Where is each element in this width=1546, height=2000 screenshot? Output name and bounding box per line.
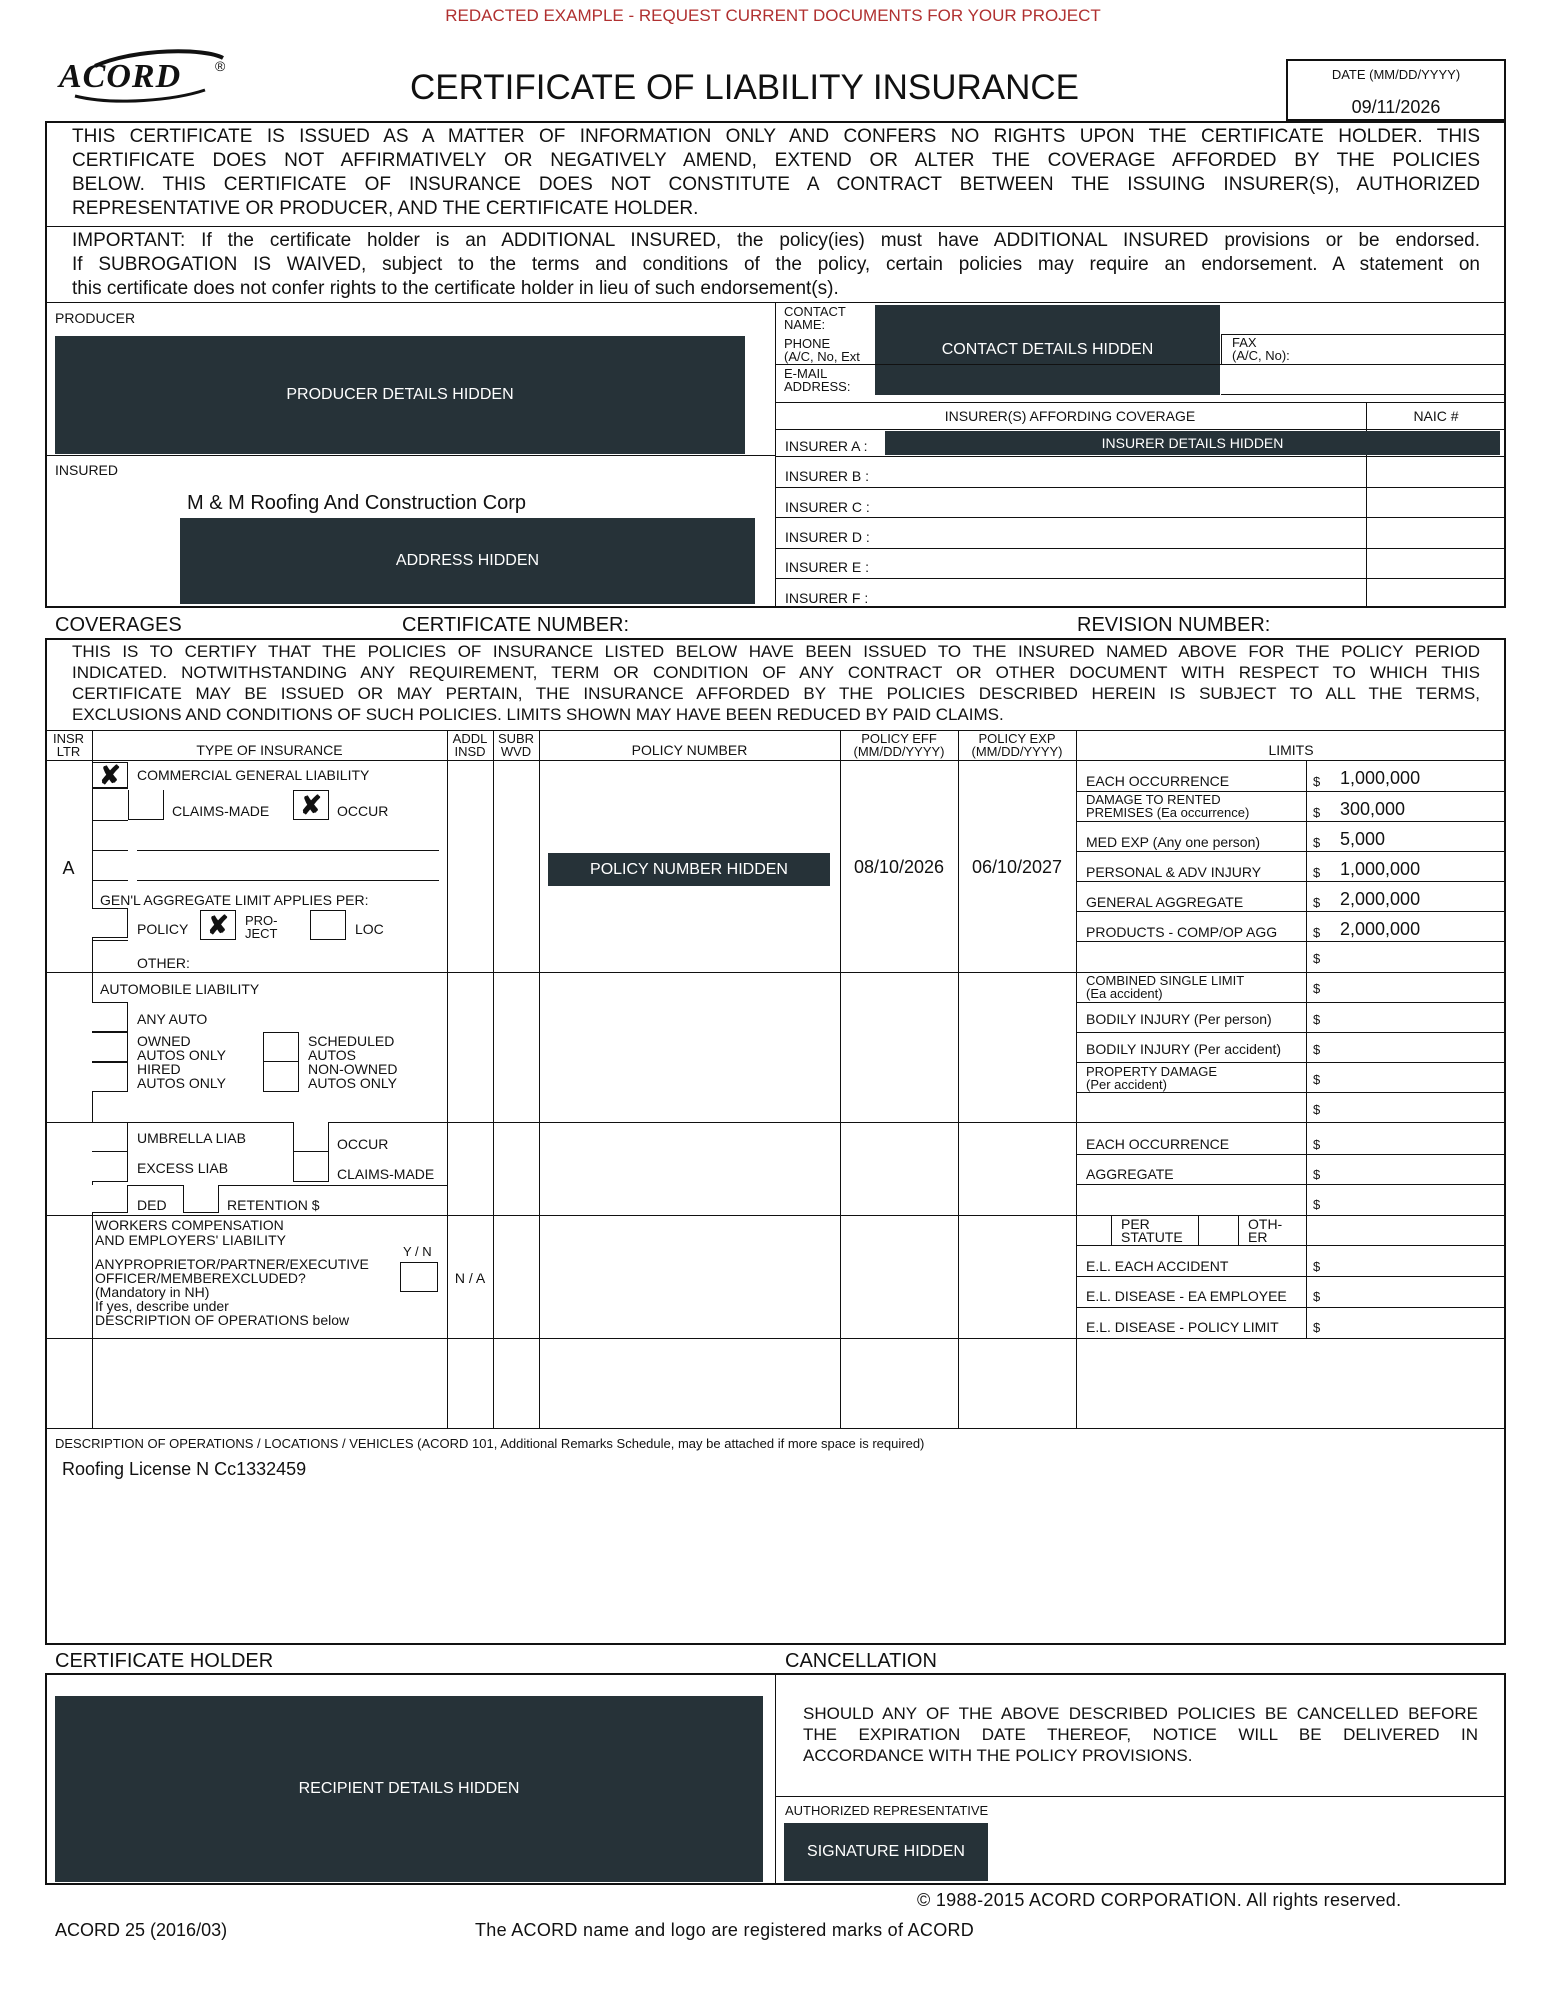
limit-currency: $ [1313, 1320, 1321, 1335]
loc-label: LOC [355, 921, 384, 937]
policy-exp-header [958, 732, 1076, 758]
divider [1076, 881, 1506, 882]
retention-checkbox[interactable] [183, 1185, 219, 1213]
contact-name-label [784, 305, 846, 331]
divider [775, 578, 1506, 579]
divider [775, 548, 1506, 549]
limit-label: E.L. DISEASE - EA EMPLOYEE [1086, 1288, 1287, 1304]
insurer-redacted: INSURER DETAILS HIDDEN [885, 431, 1500, 455]
limit-label: E.L. EACH ACCIDENT [1086, 1258, 1229, 1274]
divider [1076, 851, 1506, 852]
divider [775, 456, 1506, 457]
header-line: INSR [52, 731, 85, 746]
description-label: DESCRIPTION OF OPERATIONS / LOCATIONS / VEHICLES (ACORD 101, Additional Remarks Schedule, may be attached if more space is required) [55, 1436, 925, 1451]
header-line: INSD [454, 744, 486, 759]
divider [45, 760, 1506, 761]
limit-value: 5,000 [1340, 829, 1386, 849]
limit-label: E.L. DISEASE - POLICY LIMIT [1086, 1319, 1279, 1335]
col-divider [1076, 730, 1077, 1428]
col-divider [493, 730, 494, 1428]
producer-label: PRODUCER [55, 310, 136, 326]
workers-label-line: ANYPROPRIETOR/PARTNER/EXECUTIVE [95, 1256, 369, 1272]
disclaimer-line: CERTIFICATE DOES NOT AFFIRMATIVELY OR NEGATIVELY AMEND, EXTEND OR ALTER THE COVERAGE AFFORDED BY THE POLICIES [72, 150, 1480, 171]
divider [1076, 1002, 1506, 1003]
excess-label: EXCESS LIAB [137, 1160, 229, 1176]
authorized-rep-label: AUTHORIZED REPRESENTATIVE [785, 1803, 989, 1818]
limit-currency: $ [1313, 925, 1321, 940]
col-divider [447, 730, 448, 1428]
phone-label-line: (A/C, No, Ext [784, 349, 860, 364]
phone-label-line: PHONE [784, 336, 831, 351]
blank-line [137, 850, 439, 851]
nonowned-label-line: AUTOS ONLY [308, 1075, 397, 1091]
policy-label: POLICY [137, 921, 189, 937]
cancellation-line: ACCORDANCE WITH THE POLICY PROVISIONS. [803, 1746, 1193, 1765]
contact-redacted: CONTACT DETAILS HIDDEN [875, 305, 1220, 395]
scheduled-nonowned-labels [308, 1034, 397, 1090]
scheduled-label-line: SCHEDULED [308, 1033, 395, 1049]
date-value: 09/11/2026 [1351, 97, 1441, 117]
row-divider [45, 972, 1506, 973]
divider [1076, 1184, 1506, 1185]
important-text [72, 229, 1480, 301]
contact-name-label-line: CONTACT [784, 304, 846, 319]
certify-line: INDICATED. NOTWITHSTANDING ANY REQUIREMENT, TERM OR CONDITION OF ANY CONTRACT OR OTHER DOCUMENT WITH RESPECT TO WHICH THIS [72, 663, 1480, 682]
auto-liability-label: AUTOMOBILE LIABILITY [100, 981, 260, 997]
row-divider [45, 1215, 1506, 1216]
signature-redacted: SIGNATURE HIDDEN [784, 1823, 988, 1881]
workers-label-line: If yes, describe under [95, 1298, 229, 1314]
divider [1198, 1215, 1199, 1245]
certify-text [72, 641, 1480, 725]
divider [1076, 1276, 1506, 1277]
umbrella-occur-label: OCCUR [337, 1136, 389, 1152]
divider [1076, 821, 1506, 822]
occur-checkbox[interactable]: ✘ [293, 790, 329, 820]
claims-made-label: CLAIMS-MADE [172, 803, 270, 819]
divider [775, 517, 1506, 518]
row-divider [45, 1428, 1506, 1429]
header-line: SUBR [497, 731, 535, 746]
fax-label-line: FAX [1232, 335, 1257, 350]
hired-label-line: HIRED [137, 1061, 181, 1077]
yn-label: Y / N [403, 1244, 432, 1259]
divider [1221, 334, 1222, 364]
limit-currency: $ [1313, 1102, 1321, 1117]
disclaimer-line: THIS CERTIFICATE IS ISSUED AS A MATTER OF INFORMATION ONLY AND CONFERS NO RIGHTS UPON THE CERTIFICATE HOLDER. THIS [72, 126, 1480, 147]
divider [92, 820, 128, 821]
limit-label-line: (Per accident) [1086, 1077, 1167, 1092]
important-line: this certificate does not confer rights to the certificate holder in lieu of such endorsement(s). [72, 278, 839, 299]
limit-value: 1,000,000 [1340, 768, 1421, 788]
disclaimer-line: REPRESENTATIVE OR PRODUCER, AND THE CERTIFICATE HOLDER. [72, 198, 699, 219]
retention-label: RETENTION $ [227, 1197, 320, 1213]
per-statute-line: STATUTE [1121, 1229, 1183, 1245]
limit-currency: $ [1313, 981, 1321, 996]
insurer-e-label: INSURER E : [785, 559, 870, 575]
fax-label [1232, 336, 1290, 362]
cancellation-line: THE EXPIRATION DATE THEREOF, NOTICE WILL BE DELIVERED IN [803, 1725, 1478, 1744]
gl-policy-exp: 06/10/2027 [971, 857, 1063, 877]
col-divider [958, 730, 959, 1428]
email-label-line: ADDRESS: [784, 379, 851, 394]
limit-value: 300,000 [1340, 799, 1406, 819]
header-line: (MM/DD/YYYY) [853, 744, 945, 759]
insured-name: M & M Roofing And Construction Corp [187, 492, 527, 514]
divider [775, 1673, 776, 1885]
workers-label-line: (Mandatory in NH) [95, 1284, 210, 1300]
important-line: IMPORTANT: If the certificate holder is an ADDITIONAL INSURED, the policy(ies) must have ADDITIONAL INSURED provisions or be endorsed. [72, 230, 1480, 251]
blank-line [137, 880, 439, 881]
owned-hired-labels [137, 1034, 226, 1090]
insr-ltr-header [45, 732, 92, 758]
trademark-notice: The ACORD name and logo are registered marks of ACORD [475, 1920, 975, 1940]
insured-label: INSURED [55, 462, 119, 478]
limit-label [1086, 1065, 1217, 1091]
hired-autos-checkbox[interactable] [92, 1062, 128, 1092]
phone-label [784, 337, 860, 363]
copyright: © 1988-2015 ACORD CORPORATION. All rights reserved. [917, 1890, 1402, 1910]
certificate-holder-label: CERTIFICATE HOLDER [55, 1650, 274, 1672]
header-line: (MM/DD/YYYY) [971, 744, 1063, 759]
divider [775, 487, 1506, 488]
workers-label-line: AND EMPLOYERS' LIABILITY [95, 1232, 286, 1248]
limit-label: PERSONAL & ADV INJURY [1086, 864, 1262, 880]
limits-header: LIMITS [1268, 742, 1314, 758]
officer-excluded-checkbox[interactable] [400, 1262, 438, 1292]
limit-label-line: DAMAGE TO RENTED [1086, 792, 1221, 807]
limit-label: EACH OCCURRENCE [1086, 1136, 1230, 1152]
contact-name-label-line: NAME: [784, 317, 826, 332]
date-label: DATE (MM/DD/YYYY) [1331, 67, 1461, 82]
document-title: CERTIFICATE OF LIABILITY INSURANCE [410, 68, 1080, 107]
non-owned-autos-checkbox[interactable] [263, 1062, 299, 1092]
limit-currency: $ [1313, 774, 1321, 789]
divider [775, 429, 1506, 430]
limit-value: 2,000,000 [1340, 919, 1421, 939]
limit-label-line: PROPERTY DAMAGE [1086, 1064, 1217, 1079]
header-line: POLICY EFF [861, 731, 937, 746]
certificate-number-label: CERTIFICATE NUMBER: [402, 614, 630, 636]
divider [45, 730, 1506, 731]
important-line: If SUBROGATION IS WAIVED, subject to the terms and conditions of the policy, certain policies may require an endorsement. A statement on [72, 254, 1480, 275]
limit-label: BODILY INJURY (Per accident) [1086, 1041, 1282, 1057]
divider [92, 1185, 447, 1186]
umbrella-label: UMBRELLA LIAB [137, 1130, 246, 1146]
header-line: LTR [56, 744, 81, 759]
limit-currency: $ [1313, 865, 1321, 880]
policy-number-header: POLICY NUMBER [631, 742, 748, 758]
limit-currency: $ [1313, 1137, 1321, 1152]
acord-logo-text: ACORD [59, 58, 182, 95]
header-line: POLICY EXP [978, 731, 1056, 746]
umbrella-claims-made-label: CLAIMS-MADE [337, 1166, 435, 1182]
producer-redacted: PRODUCER DETAILS HIDDEN [55, 336, 745, 454]
limit-currency: $ [1313, 1259, 1321, 1274]
policy-eff-header [840, 732, 958, 758]
limit-currency: $ [1313, 1167, 1321, 1182]
cancellation-text [803, 1703, 1478, 1766]
divider [45, 226, 1506, 227]
policy-number-redacted: POLICY NUMBER HIDDEN [548, 853, 830, 886]
redaction-banner: REDACTED EXAMPLE - REQUEST CURRENT DOCUMENTS FOR YOUR PROJECT [445, 6, 1101, 25]
divider [1076, 1092, 1506, 1093]
limit-currency: $ [1313, 1197, 1321, 1212]
ded-label: DED [137, 1197, 167, 1213]
fax-label-line: (A/C, No): [1232, 348, 1290, 363]
claims-made-checkbox[interactable] [128, 790, 164, 820]
limit-label: GENERAL AGGREGATE [1086, 894, 1244, 910]
certify-line: THIS IS TO CERTIFY THAT THE POLICIES OF INSURANCE LISTED BELOW HAVE BEEN ISSUED TO THE INSURED NAMED ABOVE FOR THE POLICY PERIOD [72, 642, 1480, 661]
limit-value: 2,000,000 [1340, 889, 1421, 909]
insurer-a-label: INSURER A : [785, 438, 868, 454]
description-text: Roofing License N Cc1332459 [62, 1459, 307, 1479]
divider [1238, 1215, 1239, 1245]
gl-blank-checkbox[interactable] [92, 908, 128, 938]
nonowned-label-line: NON-OWNED [308, 1061, 398, 1077]
divider [1076, 1154, 1506, 1155]
project-label [245, 914, 278, 940]
coverages-box [45, 638, 1506, 1645]
limit-currency: $ [1313, 1072, 1321, 1087]
oth-line: OTH- [1248, 1216, 1283, 1232]
na-label: N / A [454, 1270, 486, 1286]
acord-logo [55, 44, 235, 108]
email-label-line: E-MAIL [784, 366, 828, 381]
divider [92, 788, 128, 789]
divider [1111, 1215, 1112, 1245]
project-checkbox[interactable]: ✘ [200, 910, 236, 940]
workers-label-line: OFFICER/MEMBEREXCLUDED? [95, 1270, 306, 1286]
insurer-f-label: INSURER F : [785, 590, 869, 606]
email-label [784, 367, 850, 393]
loc-checkbox[interactable] [310, 910, 346, 940]
owned-autos-checkbox[interactable] [92, 1032, 128, 1062]
limit-label [1086, 793, 1249, 819]
workers-label-line: DESCRIPTION OF OPERATIONS below [95, 1312, 350, 1328]
limit-label: EACH OCCURRENCE [1086, 773, 1230, 789]
divider [1221, 334, 1506, 335]
col-divider [840, 730, 841, 1428]
divider [1076, 1307, 1506, 1308]
scheduled-label-line: AUTOS [308, 1047, 356, 1063]
divider [92, 940, 128, 941]
limit-currency: $ [1313, 835, 1321, 850]
divider [775, 364, 1506, 365]
subr-wvd-header [493, 732, 539, 758]
row-divider [45, 1122, 1506, 1123]
limit-label: BODILY INJURY (Per person) [1086, 1011, 1272, 1027]
naic-header: NAIC # [1413, 408, 1459, 424]
limit-label-line: COMBINED SINGLE LIMIT [1086, 973, 1245, 988]
per-statute-line: PER [1121, 1216, 1150, 1232]
insurer-d-label: INSURER D : [785, 529, 870, 545]
registered-mark: ® [215, 58, 226, 74]
limit-currency: $ [1313, 805, 1321, 820]
limit-currency: $ [1313, 1289, 1321, 1304]
any-auto-checkbox[interactable] [92, 1002, 128, 1032]
divider [775, 402, 1506, 403]
disclaimer-text [72, 125, 1480, 221]
limit-currency: $ [1313, 895, 1321, 910]
limit-label-line: (Ea accident) [1086, 986, 1163, 1001]
addl-insd-header [447, 732, 493, 758]
commercial-gl-checkbox[interactable]: ✘ [92, 762, 128, 788]
row-divider [45, 1338, 1506, 1339]
type-header: TYPE OF INSURANCE [196, 742, 343, 758]
divider [1076, 911, 1506, 912]
divider [92, 880, 128, 881]
hired-label-line: AUTOS ONLY [137, 1075, 226, 1091]
umbrella-claims-made-checkbox[interactable] [293, 1152, 329, 1182]
owned-label-line: AUTOS ONLY [137, 1047, 226, 1063]
revision-number-label: REVISION NUMBER: [1077, 614, 1271, 636]
limit-currency: $ [1313, 951, 1321, 966]
cancellation-line: SHOULD ANY OF THE ABOVE DESCRIBED POLICIES BE CANCELLED BEFORE [803, 1704, 1478, 1723]
insured-address-redacted: ADDRESS HIDDEN [180, 518, 755, 604]
workers-officer-label [95, 1257, 369, 1327]
limit-label: PRODUCTS - COMP/OP AGG [1086, 924, 1278, 940]
limit-label [1086, 974, 1244, 1000]
limit-label-line: PREMISES (Ea occurrence) [1086, 805, 1250, 820]
limit-currency: $ [1313, 1012, 1321, 1027]
divider [45, 455, 775, 456]
insurer-b-label: INSURER B : [785, 468, 870, 484]
limit-label: MED EXP (Any one person) [1086, 834, 1261, 850]
owned-label-line: OWNED [137, 1033, 191, 1049]
insurers-header: INSURER(S) AFFORDING COVERAGE [944, 408, 1196, 424]
umbrella-occur-checkbox[interactable] [293, 1122, 329, 1152]
scheduled-autos-checkbox[interactable] [263, 1032, 299, 1062]
other-statute-label [1248, 1218, 1282, 1244]
workers-label-line: WORKERS COMPENSATION [95, 1217, 284, 1233]
project-label-line: JECT [245, 926, 278, 941]
any-auto-label: ANY AUTO [137, 1011, 208, 1027]
divider [775, 1796, 1506, 1797]
insurer-c-label: INSURER C : [785, 499, 870, 515]
limit-value: 1,000,000 [1340, 859, 1421, 879]
divider [1076, 941, 1506, 942]
cancellation-label: CANCELLATION [785, 1650, 937, 1672]
certify-line: CERTIFICATE MAY BE ISSUED OR MAY PERTAIN, THE INSURANCE AFFORDED BY THE POLICIES DESCRIBED HEREIN IS SUBJECT TO ALL THE TERMS, [72, 684, 1480, 703]
divider [1076, 1245, 1506, 1246]
header-line: ADDL [452, 731, 488, 746]
form-number: ACORD 25 (2016/03) [55, 1920, 228, 1940]
divider [1076, 1062, 1506, 1063]
divider [92, 850, 128, 851]
recipient-redacted: RECIPIENT DETAILS HIDDEN [55, 1696, 763, 1882]
disclaimer-line: BELOW. THIS CERTIFICATE OF INSURANCE DOES NOT CONSTITUTE A CONTRACT BETWEEN THE ISSUING INSURER(S), AUTHORIZED [72, 174, 1480, 195]
per-statute-label [1121, 1218, 1183, 1244]
coverages-label: COVERAGES [55, 614, 182, 636]
umbrella-checkbox[interactable] [92, 1122, 128, 1152]
divider [1221, 394, 1506, 395]
excess-checkbox[interactable] [92, 1152, 128, 1182]
limit-label: AGGREGATE [1086, 1166, 1174, 1182]
ded-checkbox[interactable] [92, 1185, 128, 1213]
occur-label: OCCUR [337, 803, 389, 819]
workers-comp-label [95, 1218, 286, 1248]
header-line: WVD [500, 744, 532, 759]
limit-currency: $ [1313, 1042, 1321, 1057]
col-divider [1306, 760, 1307, 1338]
divider [1076, 1032, 1506, 1033]
commercial-gl-label: COMMERCIAL GENERAL LIABILITY [137, 767, 370, 783]
project-label-line: PRO- [245, 913, 278, 928]
date-box [1286, 59, 1506, 121]
gl-policy-eff: 08/10/2026 [853, 857, 945, 877]
other-label: OTHER: [137, 955, 190, 971]
col-divider [539, 730, 540, 1428]
aggregate-applies-label: GEN'L AGGREGATE LIMIT APPLIES PER: [100, 892, 369, 908]
insr-ltr-a: A [62, 858, 75, 878]
oth-line: ER [1248, 1229, 1268, 1245]
certify-line: EXCLUSIONS AND CONDITIONS OF SUCH POLICIES. LIMITS SHOWN MAY HAVE BEEN REDUCED BY PAID CLAIMS. [72, 705, 1004, 724]
divider [775, 302, 776, 608]
